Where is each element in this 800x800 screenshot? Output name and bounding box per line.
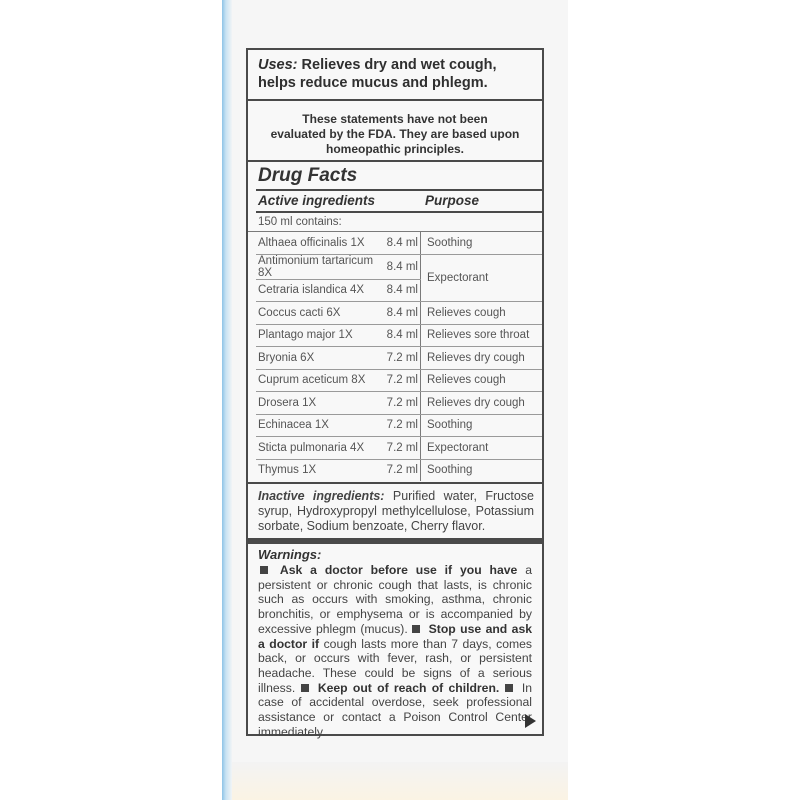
uses-divider xyxy=(248,99,542,101)
ingredient-name: Coccus cacti 6X xyxy=(256,302,378,325)
keep-out-text: In case of accidental overdose, seek professional assistance or contact a Poison Control Center immediately. xyxy=(258,680,533,739)
ingredient-row xyxy=(256,324,542,347)
ingredient-purpose: Relieves cough xyxy=(421,302,543,325)
ingredient-row xyxy=(256,369,542,392)
ingredient-quantity: 7.2 ml xyxy=(378,414,421,437)
ingredient-purpose: Soothing xyxy=(421,414,543,437)
ingredient-row xyxy=(256,459,542,481)
ingredient-row xyxy=(256,232,542,254)
warnings-body xyxy=(258,563,532,739)
bullet-square-icon xyxy=(301,684,309,692)
ingredient-name: Bryonia 6X xyxy=(256,347,378,370)
fda-statement xyxy=(248,112,542,157)
contains-line: 150 ml contains: xyxy=(248,213,542,232)
inactive-label: Inactive ingredients: xyxy=(258,489,385,503)
ingredient-quantity: 8.4 ml xyxy=(378,279,421,302)
ingredient-purpose: Expectorant xyxy=(421,437,543,460)
ingredient-row xyxy=(256,347,542,370)
ingredients-table xyxy=(256,232,542,481)
ingredient-quantity: 7.2 ml xyxy=(378,369,421,392)
ingredient-quantity: 7.2 ml xyxy=(378,459,421,481)
ingredient-name: Cetraria islandica 4X xyxy=(256,279,378,302)
warnings-panel xyxy=(246,540,544,739)
inactive-ingredients-panel xyxy=(246,482,544,540)
ingredient-quantity: 8.4 ml xyxy=(378,302,421,325)
keep-out-label: Keep out of reach of children. xyxy=(317,680,500,695)
fda-line-3: homeopathic principles. xyxy=(325,142,465,156)
ingredient-row xyxy=(256,392,542,415)
ingredient-purpose: Relieves sore throat xyxy=(421,324,543,347)
ingredient-purpose: Soothing xyxy=(427,464,473,477)
package-bottom xyxy=(232,762,568,800)
ingredient-name: Drosera 1X xyxy=(256,392,378,415)
ingredient-quantity: 7.2 ml xyxy=(378,392,421,415)
ingredient-name: Plantago major 1X xyxy=(256,324,378,347)
drug-facts-title: Drug Facts xyxy=(258,165,358,186)
ingredient-purpose: Relieves dry cough xyxy=(421,347,543,370)
ingredient-name: Echinacea 1X xyxy=(256,414,378,437)
ingredient-row xyxy=(256,254,542,279)
inactive-list: Purified water, Fructose syrup, Hydroxypropyl methylcellulose, Potassium sorbate, Sodium benzoate, Cherry flavor. xyxy=(258,489,534,533)
ingredient-row xyxy=(256,302,542,325)
continue-arrow-icon xyxy=(525,714,536,728)
bullet-square-icon xyxy=(505,684,513,692)
ingredient-purpose: Relieves dry cough xyxy=(421,392,543,415)
ingredient-name: Cuprum aceticum 8X xyxy=(256,369,378,392)
ingredient-row xyxy=(256,437,542,460)
ingredient-quantity: 8.4 ml xyxy=(378,232,421,254)
fda-line-2: evaluated by the FDA. They are based upon xyxy=(270,127,520,141)
stop-use-label: Stop use and ask a doctor if xyxy=(258,621,532,651)
bullet-square-icon xyxy=(260,566,268,574)
ingredient-row xyxy=(256,414,542,437)
active-ingredients-header: Active ingredients xyxy=(258,193,376,208)
fda-line-1: These statements have not been xyxy=(302,112,488,126)
uses-text xyxy=(258,56,542,92)
ask-doctor-text: a persistent or chronic cough that lasts, is chronic such as occurs with smoking, asthma, chronic bronchitis, or emphysema or is accompanied by excessive phlegm (mucus). xyxy=(258,563,533,636)
ingredient-quantity: 8.4 ml xyxy=(378,324,421,347)
uses-panel xyxy=(246,48,544,162)
ingredient-quantity: 7.2 ml xyxy=(378,347,421,370)
inactive-ingredients-text xyxy=(258,489,534,534)
bullet-square-icon xyxy=(412,625,420,633)
warnings-title: Warnings: xyxy=(258,547,322,562)
ask-doctor-label: Ask a doctor before use if you have xyxy=(279,563,518,577)
ingredient-name: Sticta pulmonaria 4X xyxy=(256,437,378,460)
purpose-header: Purpose xyxy=(425,193,480,208)
ingredient-purpose: Soothing xyxy=(421,232,543,254)
drug-facts-header xyxy=(258,191,542,211)
ingredient-name: Antimonium tartaricum 8X xyxy=(256,254,378,279)
ingredient-purpose: Expectorant xyxy=(421,254,543,302)
ingredient-quantity: 7.2 ml xyxy=(378,437,421,460)
uses-label: Uses: xyxy=(258,57,298,73)
uses-line-2: helps reduce mucus and phlegm. xyxy=(258,75,488,91)
ingredient-name: Althaea officinalis 1X xyxy=(256,232,378,254)
uses-line-1: Relieves dry and wet cough, xyxy=(301,57,497,73)
stop-use-text: cough lasts more than 7 days, comes back, or occurs with fever, rash, or persistent headache. These could be signs of a serious illness. xyxy=(258,636,532,695)
ingredient-purpose: Relieves cough xyxy=(421,369,543,392)
ingredient-quantity: 8.4 ml xyxy=(378,254,421,279)
drug-facts-panel xyxy=(246,162,544,484)
ingredient-name: Thymus 1X xyxy=(258,464,317,477)
